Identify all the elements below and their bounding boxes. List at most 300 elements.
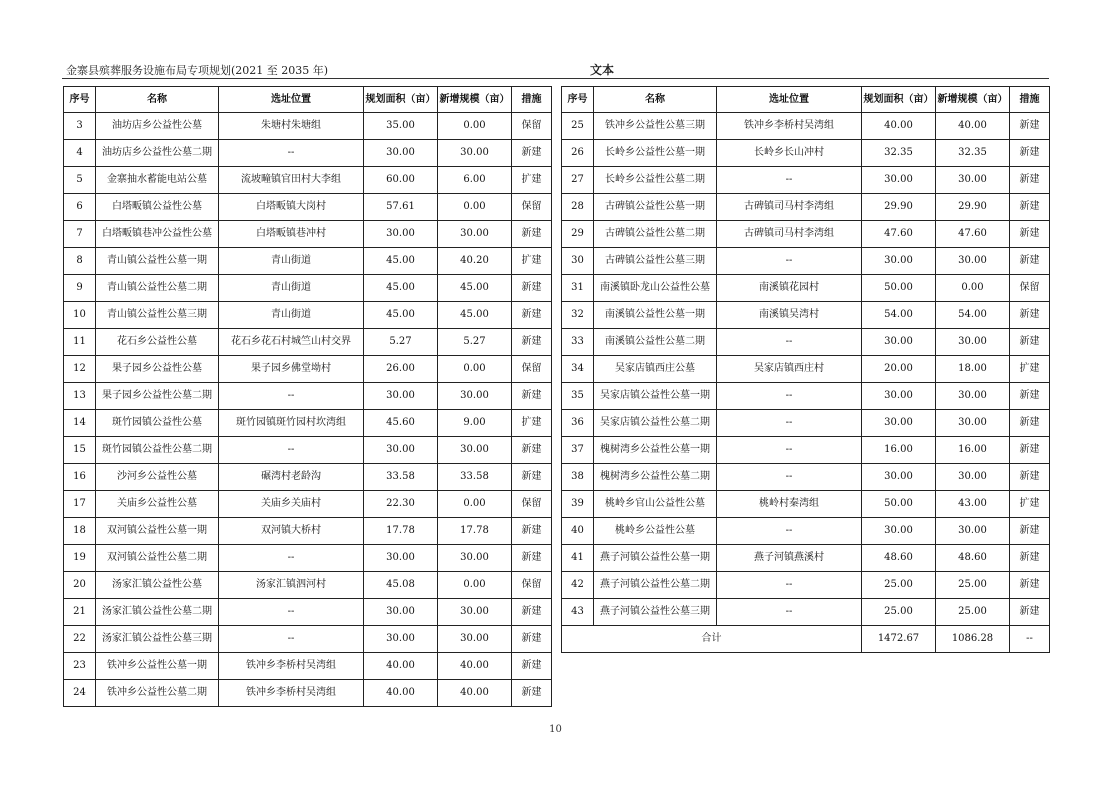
table-row — [562, 302, 1050, 329]
cell-name: 花石乡公益性公墓 — [96, 329, 219, 356]
cell-action: 新建 — [512, 140, 552, 167]
table-row — [64, 653, 552, 680]
cell-no: 21 — [64, 599, 96, 626]
cell-action: 保留 — [512, 113, 552, 140]
cell-location: -- — [219, 545, 364, 572]
cell-no: 4 — [64, 140, 96, 167]
cell-no: 27 — [562, 167, 594, 194]
cell-no: 13 — [64, 383, 96, 410]
cemetery-table-right — [561, 86, 1050, 653]
cell-area: 45.00 — [364, 302, 438, 329]
cell-new: 0.00 — [936, 275, 1010, 302]
cell-name: 金寨抽水蓄能电站公墓 — [96, 167, 219, 194]
cell-new: 30.00 — [936, 329, 1010, 356]
table-row — [64, 599, 552, 626]
cell-new: 9.00 — [438, 410, 512, 437]
table-row — [562, 437, 1050, 464]
cell-name: 桃岭乡公益性公墓 — [594, 518, 717, 545]
cell-no: 33 — [562, 329, 594, 356]
cell-no: 26 — [562, 140, 594, 167]
cell-action: 新建 — [512, 275, 552, 302]
cell-action: 新建 — [1010, 437, 1050, 464]
cell-location: -- — [717, 383, 862, 410]
table-row — [562, 275, 1050, 302]
page-header — [62, 60, 1049, 78]
cell-new: 30.00 — [438, 626, 512, 653]
cell-area: 45.60 — [364, 410, 438, 437]
table-row — [64, 572, 552, 599]
col-header-no: 序号 — [562, 87, 594, 113]
cell-area: 57.61 — [364, 194, 438, 221]
cell-no: 40 — [562, 518, 594, 545]
cell-action: 扩建 — [1010, 491, 1050, 518]
cell-area: 16.00 — [862, 437, 936, 464]
cell-action: 保留 — [512, 491, 552, 518]
cell-action: 扩建 — [1010, 356, 1050, 383]
total-area: 1472.67 — [862, 626, 936, 653]
cell-name: 关庙乡公益性公墓 — [96, 491, 219, 518]
cell-location: -- — [219, 599, 364, 626]
cell-name: 斑竹园镇公益性公墓 — [96, 410, 219, 437]
cell-action: 新建 — [512, 221, 552, 248]
cell-action: 新建 — [512, 599, 552, 626]
table-row — [562, 194, 1050, 221]
table-row — [64, 194, 552, 221]
table-row — [64, 680, 552, 707]
cell-area: 29.90 — [862, 194, 936, 221]
cell-action: 新建 — [1010, 410, 1050, 437]
cell-location: 古碑镇司马村李湾组 — [717, 194, 862, 221]
cell-action: 新建 — [512, 464, 552, 491]
cell-no: 29 — [562, 221, 594, 248]
table-row — [562, 545, 1050, 572]
cell-no: 12 — [64, 356, 96, 383]
cell-name: 果子园乡公益性公墓 — [96, 356, 219, 383]
cell-action: 保留 — [512, 572, 552, 599]
table-row — [64, 356, 552, 383]
col-header-new: 新增规模（亩） — [936, 87, 1010, 113]
total-action: -- — [1010, 626, 1050, 653]
cell-area: 47.60 — [862, 221, 936, 248]
cell-location: 青山街道 — [219, 275, 364, 302]
cell-area: 20.00 — [862, 356, 936, 383]
cell-location: -- — [717, 518, 862, 545]
cell-new: 48.60 — [936, 545, 1010, 572]
cell-location: 南溪镇吴湾村 — [717, 302, 862, 329]
cell-name: 吴家店镇公益性公墓二期 — [594, 410, 717, 437]
cell-name: 汤家汇镇公益性公墓二期 — [96, 599, 219, 626]
cell-area: 30.00 — [364, 437, 438, 464]
cell-location: 花石乡花石村城竺山村交界 — [219, 329, 364, 356]
cell-name: 南溪镇公益性公墓二期 — [594, 329, 717, 356]
cell-location: -- — [219, 383, 364, 410]
cell-name: 青山镇公益性公墓二期 — [96, 275, 219, 302]
table-row — [64, 113, 552, 140]
cell-name: 白塔畈镇巷冲公益性公墓 — [96, 221, 219, 248]
cell-area: 60.00 — [364, 167, 438, 194]
cell-location: 铁冲乡李桥村吴湾组 — [219, 653, 364, 680]
cell-action: 新建 — [1010, 518, 1050, 545]
col-header-name: 名称 — [96, 87, 219, 113]
cell-new: 40.00 — [438, 680, 512, 707]
table-row — [562, 410, 1050, 437]
table-header-row — [64, 87, 552, 113]
cell-area: 48.60 — [862, 545, 936, 572]
cell-no: 31 — [562, 275, 594, 302]
cell-area: 25.00 — [862, 599, 936, 626]
cell-location: 吴家店镇西庄村 — [717, 356, 862, 383]
cell-action: 新建 — [1010, 194, 1050, 221]
table-row — [64, 491, 552, 518]
table-row — [64, 383, 552, 410]
table-row — [562, 248, 1050, 275]
cell-new: 43.00 — [936, 491, 1010, 518]
table-row — [562, 221, 1050, 248]
cell-name: 吴家店镇西庄公墓 — [594, 356, 717, 383]
cell-new: 30.00 — [936, 410, 1010, 437]
cell-name: 铁冲乡公益性公墓三期 — [594, 113, 717, 140]
col-header-name: 名称 — [594, 87, 717, 113]
cell-no: 22 — [64, 626, 96, 653]
cell-new: 45.00 — [438, 302, 512, 329]
cell-no: 24 — [64, 680, 96, 707]
cell-action: 扩建 — [512, 248, 552, 275]
cell-name: 燕子河镇公益性公墓三期 — [594, 599, 717, 626]
cell-location: -- — [717, 464, 862, 491]
cell-action: 新建 — [1010, 302, 1050, 329]
cell-action: 新建 — [512, 653, 552, 680]
cell-area: 5.27 — [364, 329, 438, 356]
cell-name: 双河镇公益性公墓一期 — [96, 518, 219, 545]
cell-location: 青山街道 — [219, 248, 364, 275]
table-row — [562, 329, 1050, 356]
cell-location: 双河镇大桥村 — [219, 518, 364, 545]
cell-area: 45.00 — [364, 275, 438, 302]
cell-new: 0.00 — [438, 491, 512, 518]
total-row — [562, 626, 1050, 653]
cell-no: 14 — [64, 410, 96, 437]
table-row — [64, 626, 552, 653]
cell-name: 斑竹园镇公益性公墓二期 — [96, 437, 219, 464]
cell-new: 40.00 — [936, 113, 1010, 140]
cell-no: 35 — [562, 383, 594, 410]
cell-new: 25.00 — [936, 599, 1010, 626]
cell-location: 白塔畈镇巷冲村 — [219, 221, 364, 248]
col-header-location: 选址位置 — [717, 87, 862, 113]
table-row — [562, 599, 1050, 626]
col-header-action: 措施 — [1010, 87, 1050, 113]
cell-no: 17 — [64, 491, 96, 518]
cell-location: 铁冲乡李桥村吴湾组 — [219, 680, 364, 707]
table-row — [64, 464, 552, 491]
table-row — [562, 464, 1050, 491]
cell-name: 古碑镇公益性公墓二期 — [594, 221, 717, 248]
cell-name: 白塔畈镇公益性公墓 — [96, 194, 219, 221]
col-header-action: 措施 — [512, 87, 552, 113]
cell-area: 30.00 — [364, 221, 438, 248]
cell-area: 22.30 — [364, 491, 438, 518]
cell-area: 30.00 — [364, 626, 438, 653]
cell-new: 45.00 — [438, 275, 512, 302]
cell-no: 42 — [562, 572, 594, 599]
col-header-area: 规划面积（亩） — [862, 87, 936, 113]
document-section: 文本 — [590, 63, 615, 77]
cell-no: 41 — [562, 545, 594, 572]
table-row — [562, 518, 1050, 545]
cell-area: 50.00 — [862, 275, 936, 302]
cell-location: -- — [717, 248, 862, 275]
cell-area: 30.00 — [862, 410, 936, 437]
cell-area: 40.00 — [364, 680, 438, 707]
cell-location: 古碑镇司马村李湾组 — [717, 221, 862, 248]
cell-action: 保留 — [1010, 275, 1050, 302]
cell-action: 新建 — [512, 518, 552, 545]
cell-area: 30.00 — [862, 248, 936, 275]
cell-new: 0.00 — [438, 572, 512, 599]
cell-new: 30.00 — [438, 545, 512, 572]
cell-no: 9 — [64, 275, 96, 302]
cell-action: 新建 — [512, 302, 552, 329]
cell-area: 33.58 — [364, 464, 438, 491]
cell-area: 30.00 — [364, 140, 438, 167]
cell-action: 新建 — [1010, 167, 1050, 194]
cell-new: 40.20 — [438, 248, 512, 275]
cell-no: 3 — [64, 113, 96, 140]
cell-area: 26.00 — [364, 356, 438, 383]
cell-action: 新建 — [512, 329, 552, 356]
page-number: 10 — [549, 724, 562, 735]
cell-name: 古碑镇公益性公墓一期 — [594, 194, 717, 221]
cell-location: 斑竹园镇斑竹园村坎湾组 — [219, 410, 364, 437]
cell-action: 保留 — [512, 356, 552, 383]
cell-area: 30.00 — [862, 518, 936, 545]
cell-no: 7 — [64, 221, 96, 248]
cell-no: 36 — [562, 410, 594, 437]
table-row — [64, 167, 552, 194]
cell-no: 34 — [562, 356, 594, 383]
cell-location: 长岭乡长山冲村 — [717, 140, 862, 167]
cell-new: 32.35 — [936, 140, 1010, 167]
table-row — [64, 329, 552, 356]
cell-location: 碾湾村老龄沟 — [219, 464, 364, 491]
cell-action: 新建 — [1010, 599, 1050, 626]
table-row — [64, 275, 552, 302]
table-row — [562, 167, 1050, 194]
cell-new: 54.00 — [936, 302, 1010, 329]
cell-name: 铁冲乡公益性公墓一期 — [96, 653, 219, 680]
table-row — [64, 545, 552, 572]
cell-new: 18.00 — [936, 356, 1010, 383]
cell-new: 30.00 — [936, 518, 1010, 545]
cell-name: 沙河乡公益性公墓 — [96, 464, 219, 491]
cell-name: 南溪镇卧龙山公益性公墓 — [594, 275, 717, 302]
cell-new: 30.00 — [936, 248, 1010, 275]
cell-new: 30.00 — [438, 599, 512, 626]
cell-location: -- — [717, 437, 862, 464]
cell-no: 11 — [64, 329, 96, 356]
cell-name: 汤家汇镇公益性公墓三期 — [96, 626, 219, 653]
cell-location: 南溪镇花园村 — [717, 275, 862, 302]
cell-area: 30.00 — [364, 383, 438, 410]
cell-action: 新建 — [1010, 329, 1050, 356]
cell-area: 40.00 — [364, 653, 438, 680]
cell-location: -- — [717, 410, 862, 437]
cell-name: 燕子河镇公益性公墓二期 — [594, 572, 717, 599]
table-row — [562, 356, 1050, 383]
table-row — [64, 140, 552, 167]
cell-no: 32 — [562, 302, 594, 329]
cell-location: 果子园乡佛堂坳村 — [219, 356, 364, 383]
cell-new: 30.00 — [936, 464, 1010, 491]
cell-action: 扩建 — [512, 167, 552, 194]
col-header-area: 规划面积（亩） — [364, 87, 438, 113]
cell-no: 23 — [64, 653, 96, 680]
table-row — [64, 221, 552, 248]
cemetery-table-left — [63, 86, 552, 707]
cell-action: 新建 — [1010, 545, 1050, 572]
cell-location: -- — [219, 626, 364, 653]
table-row — [64, 302, 552, 329]
cell-action: 扩建 — [512, 410, 552, 437]
cell-no: 16 — [64, 464, 96, 491]
cell-action: 新建 — [512, 437, 552, 464]
table-row — [562, 572, 1050, 599]
cell-name: 油坊店乡公益性公墓 — [96, 113, 219, 140]
cell-action: 新建 — [512, 383, 552, 410]
cell-location: -- — [717, 599, 862, 626]
cell-new: 30.00 — [438, 383, 512, 410]
cell-action: 新建 — [1010, 383, 1050, 410]
cell-new: 25.00 — [936, 572, 1010, 599]
cell-name: 油坊店乡公益性公墓二期 — [96, 140, 219, 167]
cell-area: 45.08 — [364, 572, 438, 599]
cell-action: 新建 — [512, 545, 552, 572]
cell-action: 新建 — [1010, 113, 1050, 140]
cell-new: 30.00 — [438, 221, 512, 248]
cell-location: 流坡疃镇官田村大李组 — [219, 167, 364, 194]
cell-new: 17.78 — [438, 518, 512, 545]
cell-area: 32.35 — [862, 140, 936, 167]
cell-location: 燕子河镇燕溪村 — [717, 545, 862, 572]
cell-new: 0.00 — [438, 113, 512, 140]
cell-no: 39 — [562, 491, 594, 518]
cell-name: 槐树湾乡公益性公墓二期 — [594, 464, 717, 491]
table-row — [64, 518, 552, 545]
cell-name: 古碑镇公益性公墓三期 — [594, 248, 717, 275]
cell-no: 43 — [562, 599, 594, 626]
cell-area: 30.00 — [364, 545, 438, 572]
cell-name: 桃岭乡官山公益性公墓 — [594, 491, 717, 518]
cell-new: 5.27 — [438, 329, 512, 356]
cell-new: 6.00 — [438, 167, 512, 194]
cell-area: 30.00 — [862, 167, 936, 194]
cell-new: 30.00 — [936, 167, 1010, 194]
cell-location: 汤家汇镇泗河村 — [219, 572, 364, 599]
cell-no: 28 — [562, 194, 594, 221]
cell-location: -- — [717, 572, 862, 599]
cell-no: 19 — [64, 545, 96, 572]
cell-new: 0.00 — [438, 356, 512, 383]
cell-action: 新建 — [1010, 572, 1050, 599]
table-row — [562, 383, 1050, 410]
cell-new: 40.00 — [438, 653, 512, 680]
col-header-new: 新增规模（亩） — [438, 87, 512, 113]
cell-location: 朱塘村朱塘组 — [219, 113, 364, 140]
cell-name: 果子园乡公益性公墓二期 — [96, 383, 219, 410]
cell-name: 长岭乡公益性公墓一期 — [594, 140, 717, 167]
cell-name: 南溪镇公益性公墓一期 — [594, 302, 717, 329]
table-row — [562, 491, 1050, 518]
cell-no: 37 — [562, 437, 594, 464]
cell-area: 35.00 — [364, 113, 438, 140]
cell-no: 8 — [64, 248, 96, 275]
document-title: 金寨县殡葬服务设施布局专项规划(2021 至 2035 年) — [66, 64, 329, 77]
cell-location: -- — [219, 140, 364, 167]
col-header-no: 序号 — [64, 87, 96, 113]
cell-location: 白塔畈镇大岗村 — [219, 194, 364, 221]
cell-area: 50.00 — [862, 491, 936, 518]
cell-name: 吴家店镇公益性公墓一期 — [594, 383, 717, 410]
cell-location: 关庙乡关庙村 — [219, 491, 364, 518]
cell-name: 槐树湾乡公益性公墓一期 — [594, 437, 717, 464]
table-row — [64, 248, 552, 275]
cell-action: 新建 — [1010, 248, 1050, 275]
cell-no: 20 — [64, 572, 96, 599]
cell-new: 0.00 — [438, 194, 512, 221]
cell-name: 青山镇公益性公墓一期 — [96, 248, 219, 275]
cell-area: 30.00 — [862, 464, 936, 491]
cell-location: 铁冲乡李桥村吴湾组 — [717, 113, 862, 140]
cell-area: 54.00 — [862, 302, 936, 329]
cell-name: 双河镇公益性公墓二期 — [96, 545, 219, 572]
cell-name: 燕子河镇公益性公墓一期 — [594, 545, 717, 572]
cell-location: -- — [717, 167, 862, 194]
cell-action: 新建 — [1010, 464, 1050, 491]
cell-name: 铁冲乡公益性公墓二期 — [96, 680, 219, 707]
cell-action: 保留 — [512, 194, 552, 221]
cell-area: 30.00 — [364, 599, 438, 626]
cell-location: -- — [717, 329, 862, 356]
table-row — [562, 113, 1050, 140]
cell-no: 10 — [64, 302, 96, 329]
cell-location: 桃岭村秦湾组 — [717, 491, 862, 518]
cell-action: 新建 — [512, 680, 552, 707]
cell-location: -- — [219, 437, 364, 464]
table-row — [64, 437, 552, 464]
total-new: 1086.28 — [936, 626, 1010, 653]
cell-new: 30.00 — [438, 140, 512, 167]
table-header-row — [562, 87, 1050, 113]
table-row — [64, 410, 552, 437]
header-rule — [62, 78, 1049, 79]
cell-no: 30 — [562, 248, 594, 275]
cell-name: 青山镇公益性公墓三期 — [96, 302, 219, 329]
cell-new: 30.00 — [438, 437, 512, 464]
cell-no: 6 — [64, 194, 96, 221]
cell-area: 25.00 — [862, 572, 936, 599]
cell-action: 新建 — [512, 626, 552, 653]
cell-action: 新建 — [1010, 221, 1050, 248]
cell-new: 30.00 — [936, 383, 1010, 410]
cell-new: 16.00 — [936, 437, 1010, 464]
cell-new: 29.90 — [936, 194, 1010, 221]
cell-new: 47.60 — [936, 221, 1010, 248]
cell-location: 青山街道 — [219, 302, 364, 329]
cell-area: 40.00 — [862, 113, 936, 140]
cell-area: 30.00 — [862, 383, 936, 410]
cell-no: 18 — [64, 518, 96, 545]
cell-area: 45.00 — [364, 248, 438, 275]
